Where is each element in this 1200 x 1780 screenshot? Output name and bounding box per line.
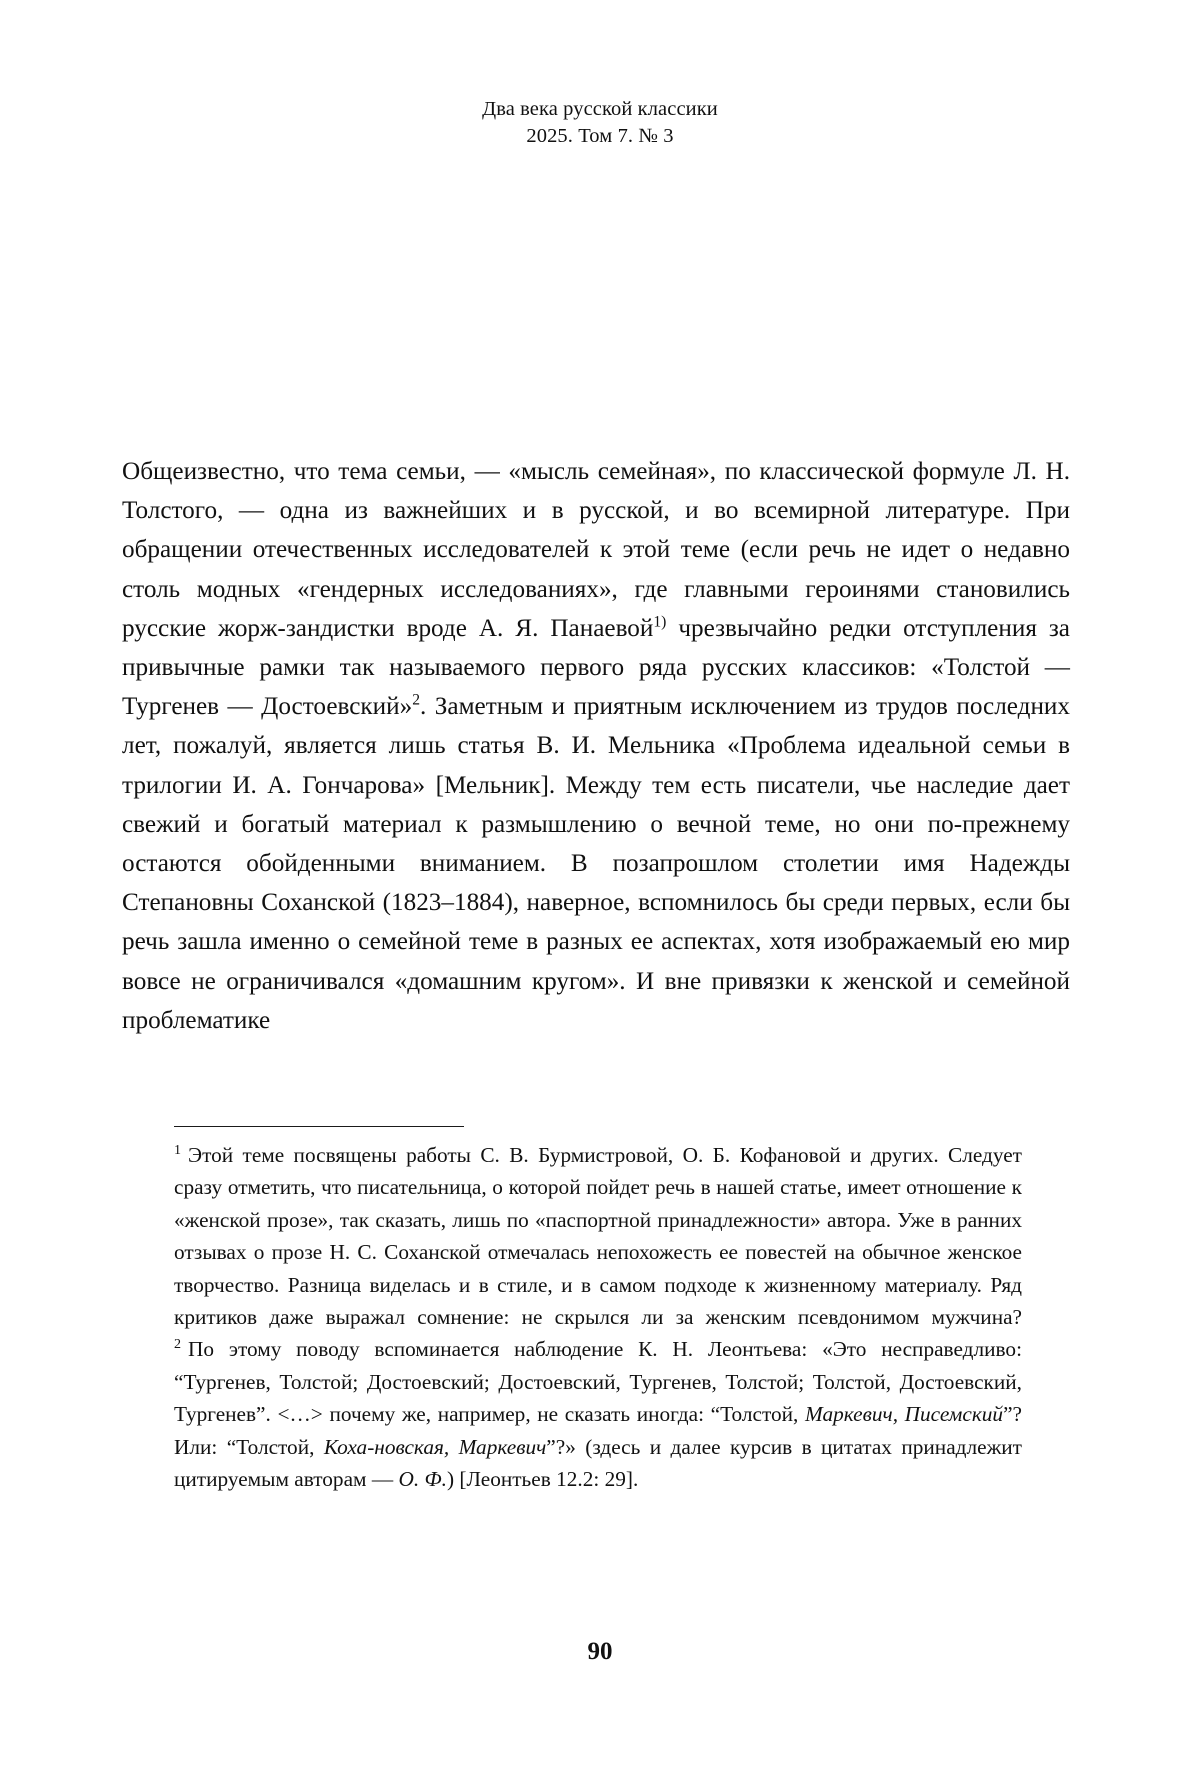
footnote-marker-1: 1 (174, 1141, 182, 1158)
footnote-reference-1[interactable]: 1) (653, 613, 667, 631)
footnote-text-1: Этой теме посвящены работы С. В. Бурмистровой, О. Б. Кофановой и других. Следует сразу отметить, что писательница, о которой пойдет речь в нашей статье, имеет отношение к «женской прозе», так сказать, лишь по «паспортной принадлежности» автора. Уже в ранних отзывах о прозе Н. С. Соханской отмечалась непохожесть ее повестей на обычное женское творчество. Разница виделась и в стиле, и в самом подходе к жизненному материалу. Ряд критиков даже выражал сомнение: не скрылся ли за женским псевдонимом мужчина? (174, 1143, 1022, 1330)
footnote-item (174, 1333, 1022, 1495)
journal-title: Два века русской классики (482, 98, 718, 120)
body-text-part-1: Общеизвестно, что тема семьи, — «мысль семейная», по классической формуле Л. Н. Толстого, — одна из важнейших и в русской, и во всемирной литературе. При обращении отечественных исследователей к этой теме (если речь не идет о недавно столь модных «гендерных исследованиях», где главными героинями становились русские жорж-зандистки вроде А. Я. Панаевой (122, 458, 1070, 642)
footnote-text-2b: ”? Или: “Толстой, (174, 1402, 1022, 1459)
footnote-italic-2: Коха-новская, Маркевич (323, 1434, 547, 1459)
footnote-separator-rule (174, 1126, 464, 1127)
footnote-text-2a: По этому поводу вспоминается наблюдение К. Н. Леонтьева: «Это несправедливо: “Тургенев, Толстой; Достоевский; Достоевский, Тургенев, Толстой; Толстой, Достоевский, Тургенев”. <…> почему же, например, не сказать иногда: “Толстой, (174, 1337, 1022, 1427)
footnote-text-2d: ) [Леонтьев 12.2: 29]. (446, 1467, 639, 1492)
body-text-part-2: чрезвычайно редки отступления за привычные рамки так называемого первого ряда русских классиков: «Толстой — Тургенев — Достоевский» (122, 614, 1070, 721)
running-head (0, 96, 1200, 149)
footnote-text-2c: ”?» (здесь и далее курсив в цитатах принадлежит цитируемым авторам — (174, 1434, 1022, 1492)
page-number: 90 (587, 1638, 613, 1665)
footnote-italic-1: Маркевич, Писемский (805, 1402, 1004, 1427)
issue-line: 2025. Том 7. № 3 (526, 124, 674, 147)
footnote-reference-2[interactable]: 2 (412, 691, 421, 709)
main-text-block (122, 452, 1070, 1040)
footnote-italic-3: О. Ф. (398, 1467, 447, 1492)
footnote-marker-2: 2 (174, 1336, 182, 1353)
body-paragraph (122, 452, 1070, 1040)
body-text-part-3: . Заметным и приятным исключением из трудов последних лет, пожалуй, является лишь статья В. И. Мельника «Проблема идеальной семьи в трилогии И. А. Гончарова» [Мельник]. Между тем есть писатели, чье наследие дает свежий и богатый материал к размышлению о вечной теме, но они по-прежнему остаются обойденными вниманием. В позапрошлом столетии имя Надежды Степановны Соханской (1823–1884), наверное, вспомнилось бы среди первых, если бы речь зашла именно о семейной теме в разных ее аспектах, хотя изображаемый ею мир вовсе не ограничивался «домашним кругом». И вне привязки к женской и семейной проблематике (122, 693, 1071, 1034)
footnotes-section (174, 1126, 1022, 1495)
footnote-item (174, 1139, 1022, 1333)
